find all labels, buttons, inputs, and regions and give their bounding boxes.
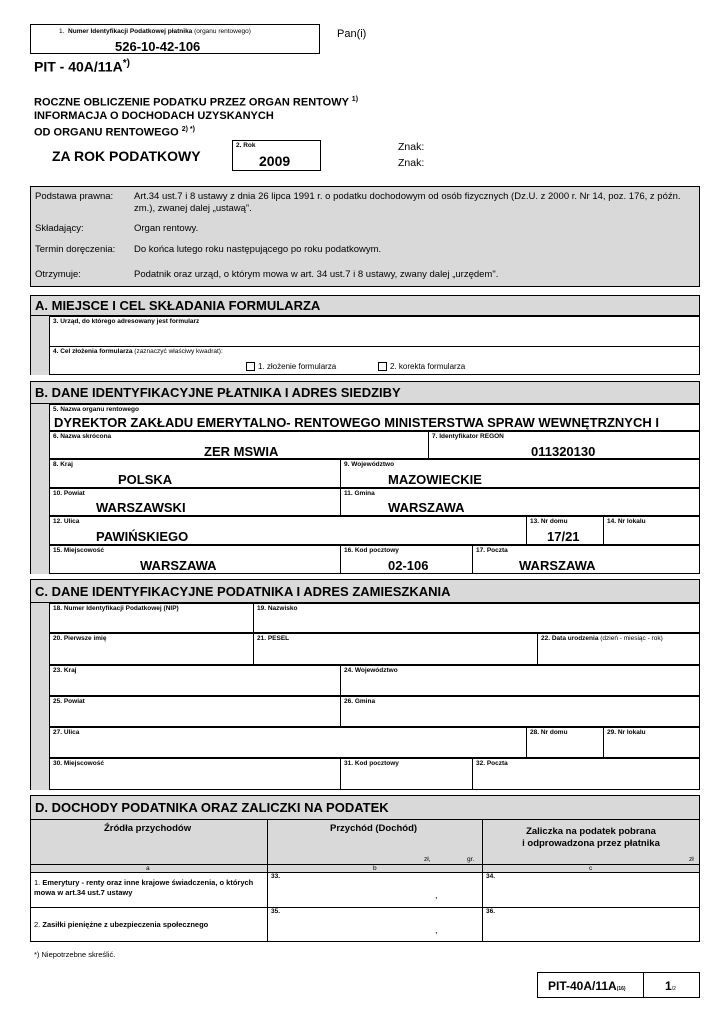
field-6-short-name[interactable]: 6. Nazwa skrócona ZER MSWIA	[49, 431, 429, 459]
field-27-street[interactable]: 27. Ulica	[49, 727, 527, 758]
form-code: PIT - 40A/11A*)	[34, 58, 130, 75]
field-28-house-no[interactable]: 28. Nr domu	[526, 727, 604, 758]
checkbox-correction[interactable]	[378, 362, 387, 371]
col-letter-c: c	[589, 865, 593, 872]
section-a-title: A. MIEJSCE I CEL SKŁADANIA FORMULARZA	[30, 295, 700, 316]
field-30-city[interactable]: 30. Miejscowość	[49, 758, 341, 790]
value-6: ZER MSWIA	[204, 444, 279, 459]
field-25-district[interactable]: 25. Powiat	[49, 696, 341, 727]
tax-year-label: ZA ROK PODATKOWY	[52, 148, 201, 164]
field-15-city[interactable]: 15. Miejscowość WARSZAWA	[49, 545, 341, 574]
legal-label: Termin doręczenia:	[35, 244, 116, 255]
field-17-post-office[interactable]: 17. Poczta WARSZAWA	[472, 545, 700, 574]
field-36[interactable]: 36.	[486, 908, 496, 915]
znak-1: Znak:	[398, 141, 425, 153]
income-row-1: 1. Emerytury - renty oraz inne krajowe świadczenia, o których mowa w art.34 ust.7 ustawy	[30, 872, 700, 908]
legal-text: Organ rentowy.	[134, 223, 199, 234]
unit-zl-2: zł	[689, 856, 694, 863]
legal-info-block	[30, 186, 700, 287]
field-24-voivodeship[interactable]: 24. Województwo	[340, 665, 700, 696]
value-9: MAZOWIECKIE	[388, 472, 482, 487]
value-10: WARSZAWSKI	[96, 500, 186, 515]
field-20-first-name[interactable]: 20. Pierwsze imię	[49, 633, 254, 665]
field-23-country[interactable]: 23. Kraj	[49, 665, 341, 696]
field-18-nip[interactable]: 18. Numer Identyfikacji Podatkowej (NIP)	[49, 603, 254, 633]
field-29-apt-no[interactable]: 29. Nr lokalu	[603, 727, 700, 758]
footnote: *) Niepotrzebne skreślić.	[34, 950, 116, 959]
option-submit[interactable]: 1. złożenie formularza	[246, 362, 336, 371]
option-correction[interactable]: 2. korekta formularza	[378, 362, 465, 371]
legal-label: Otrzymuje:	[35, 269, 81, 280]
field-9-voivodeship[interactable]: 9. Województwo MAZOWIECKIE	[340, 459, 700, 488]
col-income: Przychód (Dochód)	[330, 823, 418, 834]
field-22-birth-date[interactable]: 22. Data urodzenia (dzień - miesiąc - rok)	[537, 633, 700, 665]
pan-label: Pan(i)	[337, 28, 367, 40]
field-34[interactable]: 34.	[486, 873, 496, 880]
field-5-name[interactable]: 5. Nazwa organu rentowego DYREKTOR ZAKŁADU EMERYTALNO- RENTOWEGO MINISTERSTWA SPRAW WEWNĘTRZNYCH I	[49, 404, 700, 431]
field-4-purpose: 4. Cel złożenia formularza (zaznaczyć właściwy kwadrat): 1. złożenie formularza 2. korekta formularza	[49, 346, 700, 375]
value-16: 02-106	[388, 558, 429, 573]
field-31-postal-code[interactable]: 31. Kod pocztowy	[340, 758, 473, 790]
form-title: ROCZNE OBLICZENIE PODATKU PRZEZ ORGAN RENTOWY $^{1)}$ INFORMACJA O DOCHODACH UZYSKANYCH OD ORGANU RENTOWEGO $^{2) *)}$	[34, 96, 359, 139]
col-letter-a: a	[146, 865, 150, 872]
year-value: 2009	[259, 153, 291, 169]
value-8: POLSKA	[118, 472, 173, 487]
checkbox-submit[interactable]	[246, 362, 255, 371]
income-row-2: 2. Zasiłki pieniężne z ubezpieczenia społecznego	[30, 907, 700, 942]
legal-text: Art.34 ust.7 i 8 ustawy z dnia 26 lipca 1991 r. o podatku dochodowym od osób fizycznych (Dz.U. z 2000 r. Nr 14, poz. 176, z późn. zm.), zwanej dalej „ustawą”.	[134, 191, 681, 214]
field-32-post-office[interactable]: 32. Poczta	[472, 758, 700, 790]
section-b-title: B. DANE IDENTYFIKACYJNE PŁATNIKA I ADRES SIEDZIBY	[30, 381, 700, 404]
year-field: 2. Rok 2009	[232, 140, 321, 171]
field-7-regon[interactable]: 7. Identyfikator REGON 011320130	[428, 431, 700, 459]
value-13: 17/21	[547, 529, 580, 544]
payer-nip-label: 1. Numer Identyfikacji Podatkowej płatnika (organu rentowego)	[59, 28, 251, 35]
col-advance: Zaliczka na podatek pobrana i odprowadzona przez płatnika	[522, 826, 660, 849]
value-11: WARSZAWA	[388, 500, 465, 515]
value-5: DYREKTOR ZAKŁADU EMERYTALNO- RENTOWEGO MINISTERSTWA SPRAW WEWNĘTRZNYCH I	[54, 415, 659, 430]
col-sources: Źródła przychodów	[104, 823, 192, 834]
value-15: WARSZAWA	[140, 558, 217, 573]
value-17: WARSZAWA	[519, 558, 596, 573]
field-26-commune[interactable]: 26. Gmina	[340, 696, 700, 727]
section-c-title: C. DANE IDENTYFIKACYJNE PODATNIKA I ADRES ZAMIESZKANIA	[30, 579, 700, 603]
field-33[interactable]: 33. ,	[271, 873, 438, 900]
znak-2: Znak:	[398, 157, 425, 169]
field-35[interactable]: 35. ,	[271, 908, 438, 935]
field-13-house-no[interactable]: 13. Nr domu 17/21	[526, 516, 604, 545]
field-3-office[interactable]: 3. Urząd, do którego adresowany jest formularz	[49, 316, 700, 347]
unit-gr: gr.	[467, 856, 475, 863]
field-11-commune[interactable]: 11. Gmina WARSZAWA	[340, 488, 700, 516]
unit-zl: zł,	[424, 856, 431, 863]
field-8-country[interactable]: 8. Kraj POLSKA	[49, 459, 341, 488]
field-14-apt-no[interactable]: 14. Nr lokalu	[603, 516, 700, 545]
field-10-district[interactable]: 10. Powiat WARSZAWSKI	[49, 488, 341, 516]
value-12: PAWIŃSKIEGO	[96, 529, 189, 544]
field-12-street[interactable]: 12. Ulica PAWIŃSKIEGO	[49, 516, 527, 545]
value-7: 011320130	[531, 444, 596, 459]
section-d-title: D. DOCHODY PODATNIKA ORAZ ZALICZKI NA PODATEK	[30, 795, 700, 820]
footer-form-code: PIT-40A/11A(16)	[537, 972, 644, 998]
legal-text: Do końca lutego roku następującego po roku podatkowym.	[134, 244, 382, 255]
legal-text: Podatnik oraz urząd, o którym mowa w art. 34 ust.7 i 8 ustawy, zwany dalej „urzędem".	[134, 269, 499, 280]
field-19-surname[interactable]: 19. Nazwisko	[253, 603, 700, 633]
payer-nip-box	[30, 24, 320, 54]
legal-label: Podstawa prawna:	[35, 191, 114, 202]
col-letter-b: b	[373, 865, 377, 872]
footer-page-number: 1/2	[643, 972, 700, 998]
field-16-postal-code[interactable]: 16. Kod pocztowy 02-106	[340, 545, 473, 574]
payer-nip-value: 526-10-42-106	[115, 39, 201, 54]
legal-label: Składający:	[35, 223, 84, 234]
field-21-pesel[interactable]: 21. PESEL	[253, 633, 538, 665]
